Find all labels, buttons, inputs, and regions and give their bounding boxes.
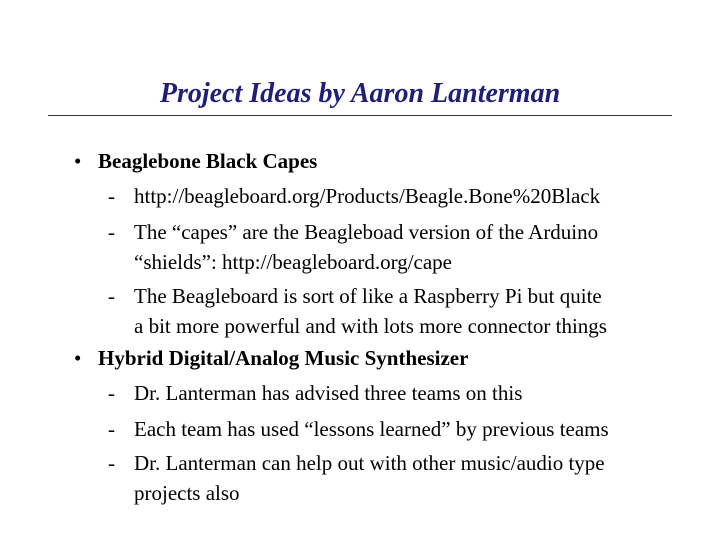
subitem-line: Dr. Lanterman has advised three teams on this	[134, 381, 523, 405]
dash-icon: -	[108, 381, 115, 405]
subitem-line-continued: “shields”: http://beagleboard.org/cape	[134, 250, 453, 274]
subitem-line: Each team has used “lessons learned” by previous teams	[134, 417, 609, 441]
subitem-line-continued: projects also	[134, 481, 240, 505]
subitem-line: http://beagleboard.org/Products/Beagle.Bone%20Black	[134, 184, 601, 208]
slide-title: Project Ideas by Aaron Lanterman	[159, 78, 561, 109]
subitem-line: The “capes” are the Beagleboad version of the Arduino	[134, 220, 599, 244]
dash-icon: -	[108, 451, 115, 475]
dash-icon: -	[108, 184, 115, 208]
bullet-icon: •	[74, 346, 82, 370]
dash-icon: -	[108, 417, 115, 441]
bullet-heading-capes: Beaglebone Black Capes	[98, 149, 318, 173]
bullet-icon: •	[74, 149, 82, 173]
subitem-line: Dr. Lanterman can help out with other music/audio type	[134, 451, 605, 475]
subitem-line: The Beagleboard is sort of like a Raspberry Pi but quite	[134, 284, 602, 308]
bullet-heading-synthesizer: Hybrid Digital/Analog Music Synthesizer	[98, 346, 469, 370]
dash-icon: -	[108, 284, 115, 308]
dash-icon: -	[108, 220, 115, 244]
subitem-line-continued: a bit more powerful and with lots more connector things	[134, 314, 607, 338]
